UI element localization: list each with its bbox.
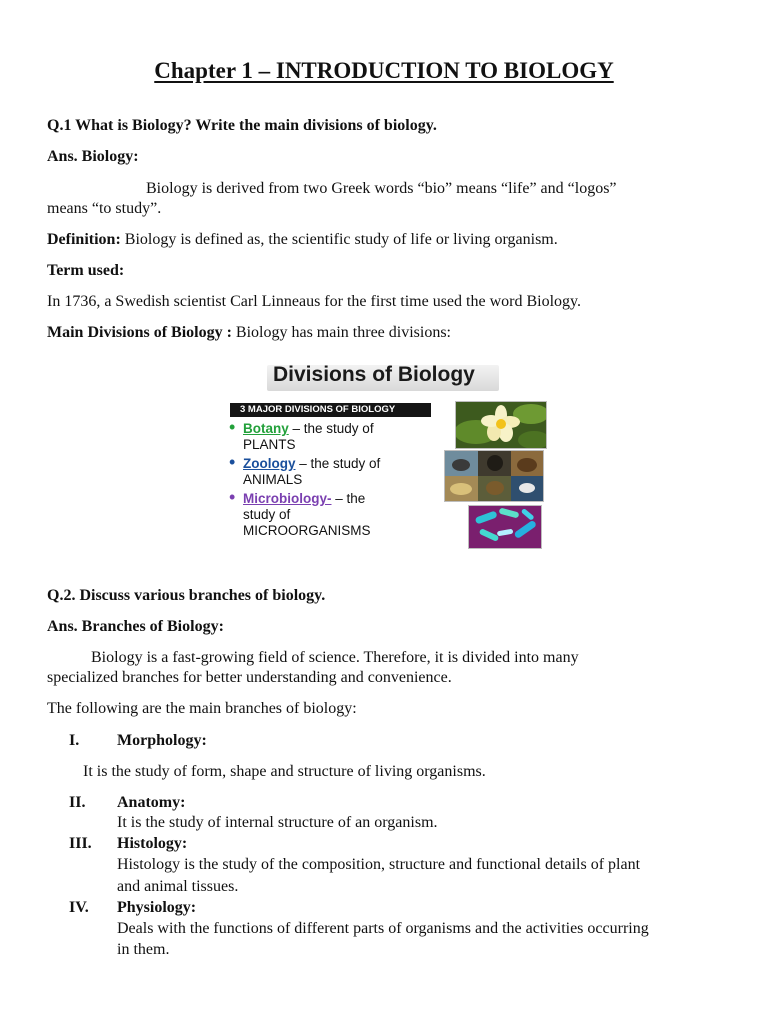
branch-desc-morphology: It is the study of form, shape and structure of living organisms. (83, 763, 486, 780)
branch-name-anatomy: Anatomy: (117, 794, 186, 811)
figure-item-botany (229, 417, 374, 453)
definition-paragraph (47, 230, 558, 250)
microorganisms-image (468, 505, 542, 549)
q2-following: The following are the main branches of biology: (47, 700, 357, 717)
botany-line2: PLANTS (243, 437, 296, 452)
q2-question: Q.2. Discuss various branches of biology. (47, 587, 326, 604)
zoology-line1: – the study of (295, 456, 381, 471)
main-divisions-label: Main Divisions of Biology : (47, 324, 232, 341)
main-divisions-text: Biology has main three divisions: (231, 324, 451, 341)
microbiology-keyword: Microbiology- (243, 491, 332, 506)
branch-desc-anatomy: It is the study of internal structure of an organism. (117, 814, 438, 831)
branch-desc-histology-line1: Histology is the study of the composition, structure and functional details of plant (117, 856, 641, 873)
bullet-icon: • (229, 487, 236, 507)
microbiology-line1: – the (331, 491, 366, 506)
definition-label: Definition: (47, 231, 121, 248)
branch-number: II. (69, 794, 86, 811)
microbiology-line3: MICROORGANISMS (243, 523, 371, 538)
bullet-icon: • (229, 452, 236, 472)
branch-number: III. (69, 835, 92, 852)
term-used-label: Term used: (47, 262, 125, 279)
definition-text: Biology is defined as, the scientific study of life or living organism. (120, 231, 558, 248)
bullet-icon: • (229, 417, 236, 437)
branch-name-morphology: Morphology: (117, 732, 207, 749)
divisions-figure (225, 363, 550, 548)
figure-item-zoology (229, 452, 381, 488)
q2-intro-line1: Biology is a fast-growing field of science. Therefore, it is divided into many (91, 649, 579, 666)
animals-image (444, 450, 544, 502)
q1-derived-line1: Biology is derived from two Greek words “bio” means “life” and “logos” (146, 180, 617, 197)
microbiology-line2: study of (243, 507, 291, 522)
branch-desc-physiology-line1: Deals with the functions of different parts of organisms and the activities occurring (117, 920, 649, 937)
plant-image (455, 401, 547, 449)
page-title: Chapter 1 – INTRODUCTION TO BIOLOGY (154, 58, 614, 83)
branch-desc-physiology-line2: in them. (117, 941, 170, 958)
branch-number: I. (69, 732, 80, 749)
term-used-text: In 1736, a Swedish scientist Carl Linneaus for the first time used the word Biology. (47, 293, 581, 310)
figure-title: Divisions of Biology (273, 363, 475, 386)
q1-answer-heading: Ans. Biology: (47, 148, 139, 165)
q1-derived-line2: means “to study”. (47, 200, 162, 217)
botany-keyword: Botany (243, 421, 289, 436)
branch-name-histology: Histology: (117, 835, 188, 852)
main-divisions-paragraph (47, 323, 451, 343)
q2-answer-heading: Ans. Branches of Biology: (47, 618, 224, 635)
branch-desc-histology-line2: and animal tissues. (117, 878, 239, 895)
branch-name-physiology: Physiology: (117, 899, 197, 916)
q2-intro-line2: specialized branches for better understanding and convenience. (47, 669, 452, 686)
q1-question: Q.1 What is Biology? Write the main divisions of biology. (47, 117, 437, 134)
botany-line1: – the study of (288, 421, 374, 436)
figure-header-bar: 3 MAJOR DIVISIONS OF BIOLOGY (230, 403, 431, 417)
zoology-line2: ANIMALS (243, 472, 303, 487)
figure-item-microbiology (229, 487, 371, 539)
zoology-keyword: Zoology (243, 456, 296, 471)
branch-number: IV. (69, 899, 89, 916)
